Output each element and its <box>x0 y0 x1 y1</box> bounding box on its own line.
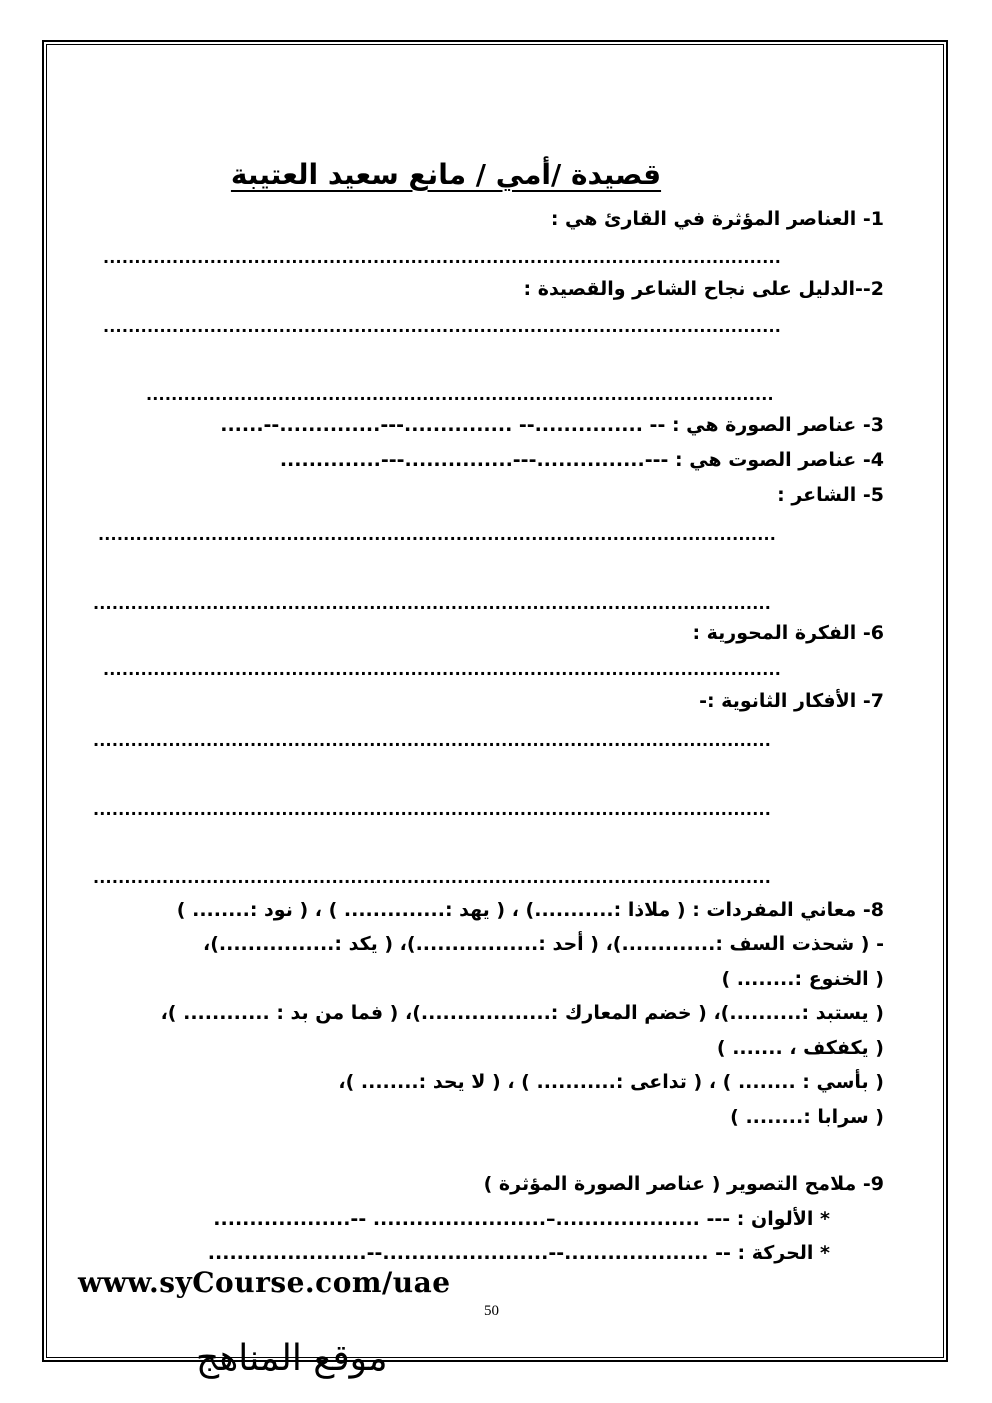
vocab-line-7[interactable]: ( سرابا :........ ) <box>730 1106 884 1128</box>
answer-line-6[interactable]: ............................................................................................................ <box>103 660 782 679</box>
answer-line-2a[interactable]: ............................................................................................................ <box>103 317 782 336</box>
answer-line-5b[interactable]: ............................................................................................................ <box>93 594 772 613</box>
question-9: 9- ملامح التصوير ( عناصر الصورة المؤثرة ) <box>483 1173 884 1195</box>
page-number: 50 <box>484 1303 499 1319</box>
answer-line-2b[interactable]: .................................................................................................... <box>146 385 774 404</box>
answer-line-7a[interactable]: ............................................................................................................ <box>93 731 772 750</box>
imagery-motion[interactable]: * الحركة : -- ....................--.......................--...................... <box>207 1242 830 1264</box>
page-title-wrap <box>0 158 992 191</box>
site-logo-text: موقع المناهج <box>196 1338 388 1379</box>
answer-line-5a[interactable]: ............................................................................................................ <box>98 525 777 544</box>
vocab-line-5[interactable]: ( يكفكف ، ....... ) <box>716 1037 884 1059</box>
vocab-line-3[interactable]: ( الخنوع :........ ) <box>721 968 884 990</box>
answer-line-1[interactable]: ............................................................................................................ <box>103 248 782 267</box>
answer-line-7c[interactable]: ............................................................................................................ <box>93 868 772 887</box>
vocab-line-6[interactable]: ( بأسي : ........ ) ، ( تداعى :........... ) ، ( لا يحد :........ )، <box>338 1071 884 1093</box>
imagery-colors[interactable]: * الألوان : --- ....................–........................ --................... <box>213 1208 830 1230</box>
page-title: قصيدة /أمي / مانع سعيد العتيبة <box>230 158 662 191</box>
question-3[interactable]: 3- عناصر الصورة هي : -- ...............-- ...............---..............--...... <box>220 414 884 436</box>
vocab-line-1[interactable]: 8- معاني المفردات : ( ملاذا :...........) ، ( يهد :.............. ) ، ( نود :........ ) <box>176 899 884 921</box>
question-7: 7- الأفكار الثانوية :- <box>699 690 884 712</box>
question-1: 1- العناصر المؤثرة في القارئ هي : <box>550 208 884 230</box>
vocab-line-2[interactable]: - ( شحذت السف :.............)، ( أحد :.................)، ( يكد :................)، <box>203 933 884 955</box>
website-url[interactable]: www.syCourse.com/uae <box>78 1266 451 1299</box>
question-4[interactable]: 4- عناصر الصوت هي : ---...............---...............---.............. <box>279 449 884 471</box>
vocab-line-4[interactable]: ( يستبد :..........)، ( خضم المعارك :..................)، ( فما من بد : ............ )، <box>160 1002 884 1024</box>
answer-line-7b[interactable]: ............................................................................................................ <box>93 800 772 819</box>
question-6: 6- الفكرة المحورية : <box>692 622 884 644</box>
question-2: 2--الدليل على نجاح الشاعر والقصيدة : <box>523 278 884 300</box>
question-5: 5- الشاعر : <box>777 484 884 506</box>
